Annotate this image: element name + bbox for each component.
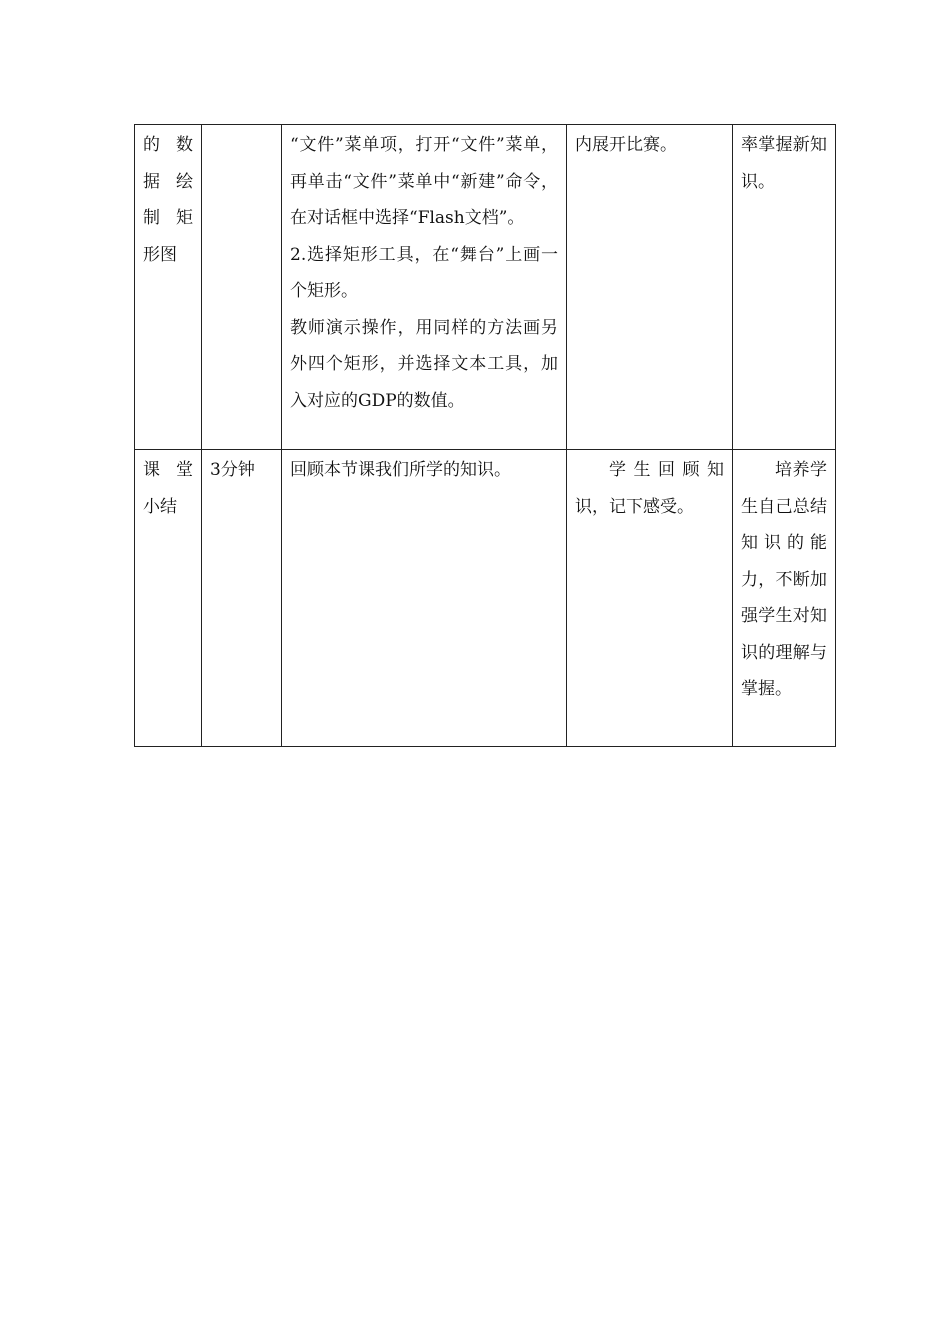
design-intent-text: 率掌握新知识。 [741, 135, 827, 192]
teacher-activity-paragraph: “文件”菜单项，打开“文件”菜单，再单击“文件”菜单中“新建”命令，在对话框中选择“Flash文档”。 [290, 135, 558, 228]
design-intent-cell [733, 450, 836, 747]
student-activity-text: 学生回顾知识，记下感受。 [575, 460, 724, 517]
lesson-plan-table [134, 124, 836, 747]
design-intent-cell [733, 125, 836, 450]
stage-text: 课堂小结 [143, 460, 193, 517]
stage-cell [135, 125, 202, 450]
teacher-activity-paragraph: 教师演示操作，用同样的方法画另外四个矩形，并选择文本工具，加入对应的GDP的数值。 [290, 317, 558, 411]
student-activity-text: 内展开比赛。 [575, 135, 677, 155]
student-activity-cell [567, 125, 733, 450]
time-cell [202, 125, 282, 450]
teacher-activity-cell [282, 450, 567, 747]
stage-cell [135, 450, 202, 747]
table-row [135, 450, 836, 747]
teacher-activity-cell [282, 125, 567, 450]
teacher-activity-paragraph: 回顾本节课我们所学的知识。 [290, 460, 511, 480]
time-text: 3分钟 [210, 460, 255, 480]
teacher-activity-paragraph: 2.选择矩形工具，在“舞台”上画一个矩形。 [290, 244, 558, 301]
time-cell [202, 450, 282, 747]
design-intent-text: 培养学生自己总结知识的能力，不断加强学生对知识的理解与掌握。 [741, 460, 827, 699]
stage-text: 的数据绘制矩形图 [143, 135, 193, 265]
student-activity-cell [567, 450, 733, 747]
table-row [135, 125, 836, 450]
